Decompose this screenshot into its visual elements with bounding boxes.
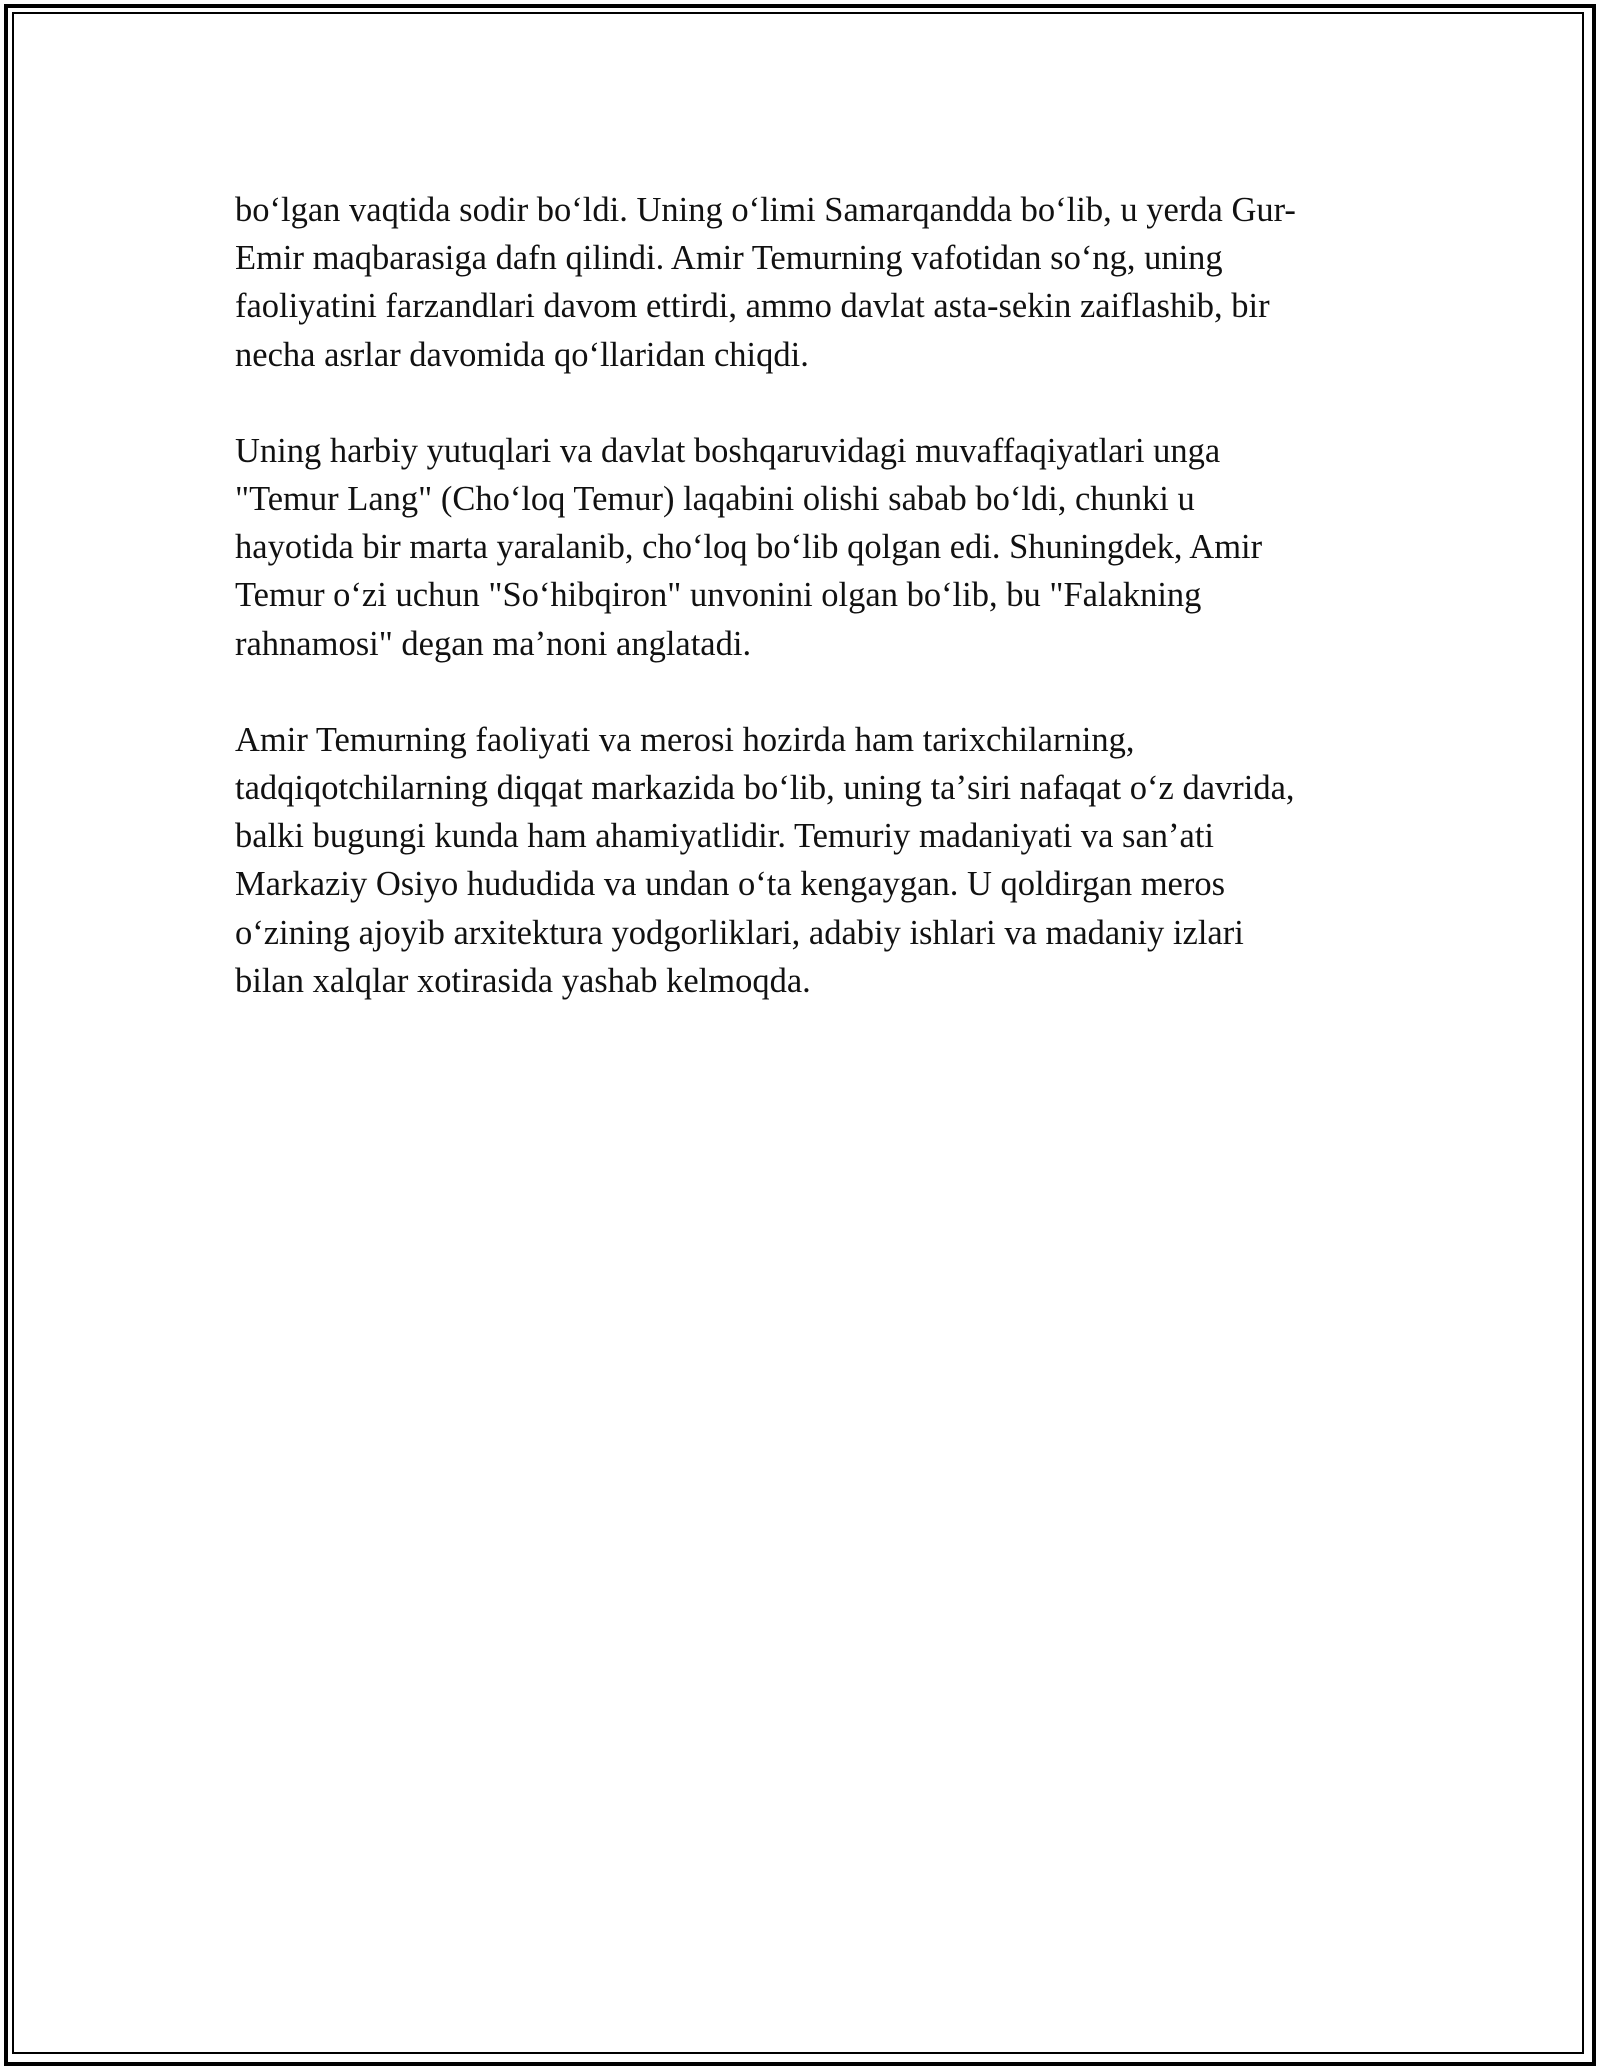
text-line: faoliyatini farzandlari davom ettirdi, ammo davlat asta-sekin zaiflashib, bir <box>235 287 1270 326</box>
text-line: Markaziy Osiyo hududida va undan oʻta kengaygan. U qoldirgan meros <box>235 865 1226 904</box>
paragraph-3 <box>235 716 1365 1005</box>
text-line: Amir Temurning faoliyati va merosi hozirda ham tarixchilarning, <box>235 720 1135 759</box>
text-line: hayotida bir marta yaralanib, choʻloq boʻlib qolgan edi. Shuningdek, Amir <box>235 528 1263 567</box>
text-line: oʻzining ajoyib arxitektura yodgorliklari, adabiy ishlari va madaniy izlari <box>235 913 1244 952</box>
document-body <box>235 186 1365 1053</box>
text-line: boʻlgan vaqtida sodir boʻldi. Uning oʻlimi Samarqandda boʻlib, u yerda Gur- <box>235 191 1296 229</box>
paragraph-1 <box>235 186 1365 379</box>
text-line: Temur oʻzi uchun "Soʻhibqiron" unvonini olgan boʻlib, bu "Falakning <box>235 576 1202 615</box>
paragraph-2 <box>235 427 1365 668</box>
text-line: balki bugungi kunda ham ahamiyatlidir. Temuriy madaniyati va sanʼati <box>235 817 1215 856</box>
text-line: necha asrlar davomida qoʻllaridan chiqdi. <box>235 335 809 374</box>
text-line: tadqiqotchilarning diqqat markazida boʻlib, uning taʼsiri nafaqat oʻz davrida, <box>235 769 1295 808</box>
text-line: Uning harbiy yutuqlari va davlat boshqaruvidagi muvaffaqiyatlari unga <box>235 431 1221 470</box>
text-line: rahnamosi" degan maʼnoni anglatadi. <box>235 624 752 663</box>
text-line: bilan xalqlar xotirasida yashab kelmoqda. <box>235 961 811 1000</box>
text-line: Emir maqbarasiga dafn qilindi. Amir Temurning vafotidan soʻng, uning <box>235 239 1223 278</box>
text-line: "Temur Lang" (Choʻloq Temur) laqabini olishi sabab boʻldi, chunki u <box>235 480 1195 519</box>
